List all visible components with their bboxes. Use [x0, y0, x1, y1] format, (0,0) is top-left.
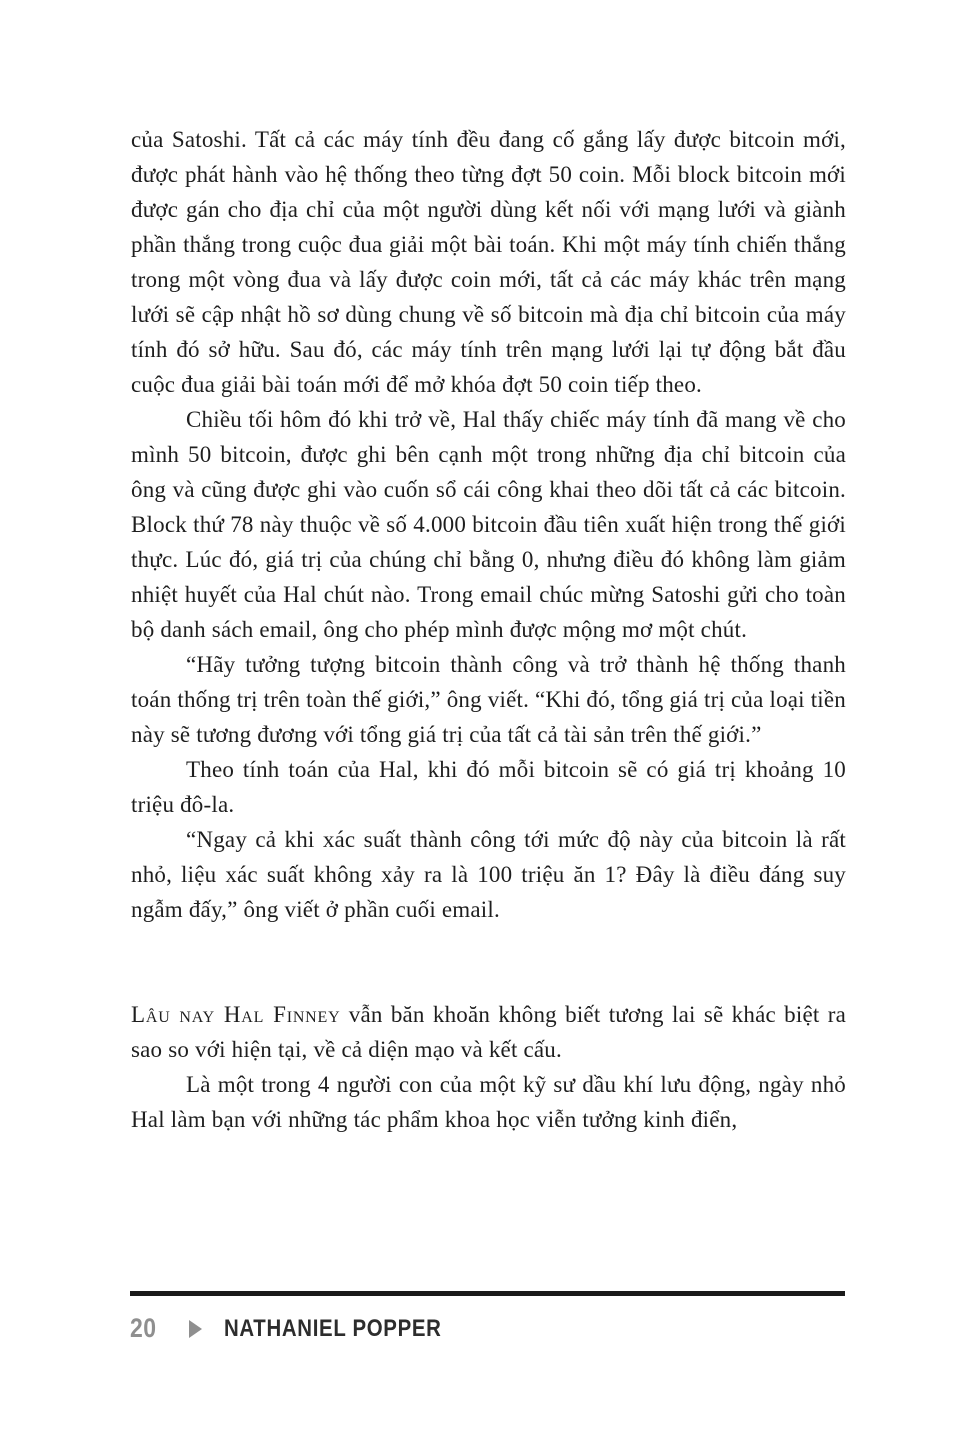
page-number: 20 — [130, 1313, 157, 1343]
triangle-right-icon — [189, 1320, 202, 1338]
footer-row — [130, 1313, 845, 1344]
footer-rule — [130, 1291, 845, 1296]
body-paragraph: “Hãy tưởng tượng bitcoin thành công và trở thành hệ thống thanh toán thống trị trên toàn thế giới,” ông viết. “Khi đó, tổng giá trị của loại tiền này sẽ tương đương với tổng giá trị của tất cả tài sản trên thế giới.” — [131, 652, 847, 747]
section-opening-rest: vẫn băn khoăn không biết tương lai sẽ khác biệt ra sao so với hiện tại, về cả diện mạo và kết cấu. — [131, 1002, 846, 1062]
body-paragraph: “Ngay cả khi xác suất thành công tới mức độ này của bitcoin là rất nhỏ, liệu xác suất không xảy ra là 100 triệu ăn 1? Đây là điều đáng suy ngẫm đấy,” ông viết ở phần cuối email. — [131, 827, 846, 922]
running-footer-author: NATHANIEL POPPER — [224, 1314, 442, 1342]
body-paragraph: của Satoshi. Tất cả các máy tính đều đang cố gắng lấy được bitcoin mới, được phát hành vào hệ thống theo từng đợt 50 coin. Mỗi block bitcoin mới được gán cho địa chỉ của một người dùng kết nối với mạng lưới và giành phần thắng trong cuộc đua giải một bài toán. Khi một máy tính chiến thắng trong một vòng đua và lấy được coin mới, tất cả các máy khác trên mạng lưới sẽ cập nhật hồ sơ dùng chung về số bitcoin mà địa chỉ bitcoin của máy tính đó sở hữu. Sau đó, các máy tính trên mạng lưới lại tự động bắt đầu cuộc đua giải bài toán mới để mở khóa đợt 50 coin tiếp theo. — [131, 127, 846, 397]
small-caps-lead: Lâu nay Hal Finney — [131, 1002, 341, 1027]
body-paragraph: Là một trong 4 người con của một kỹ sư dầu khí lưu động, ngày nhỏ Hal làm bạn với những tác phẩm khoa học viễn tưởng kinh điển, — [131, 1072, 846, 1132]
page-text-block — [131, 122, 846, 1137]
section-opening-paragraph — [131, 997, 846, 1067]
body-paragraph: Chiều tối hôm đó khi trở về, Hal thấy chiếc máy tính đã mang về cho mình 50 bitcoin, được ghi bên cạnh một trong những địa chỉ bitcoin của ông và cũng được ghi vào cuốn sổ cái công khai theo dõi tất cả các bitcoin. Block thứ 78 này thuộc về số 4.000 bitcoin đầu tiên xuất hiện trong thế giới thực. Lúc đó, giá trị của chúng chỉ bằng 0, nhưng điều đó không làm giảm nhiệt huyết của Hal chút nào. Trong email chúc mừng Satoshi gửi cho toàn bộ danh sách email, ông cho phép mình được mộng mơ một chút. — [131, 407, 846, 642]
page-footer — [130, 1291, 845, 1344]
body-paragraph: Theo tính toán của Hal, khi đó mỗi bitcoin sẽ có giá trị khoảng 10 triệu đô-la. — [131, 757, 846, 817]
